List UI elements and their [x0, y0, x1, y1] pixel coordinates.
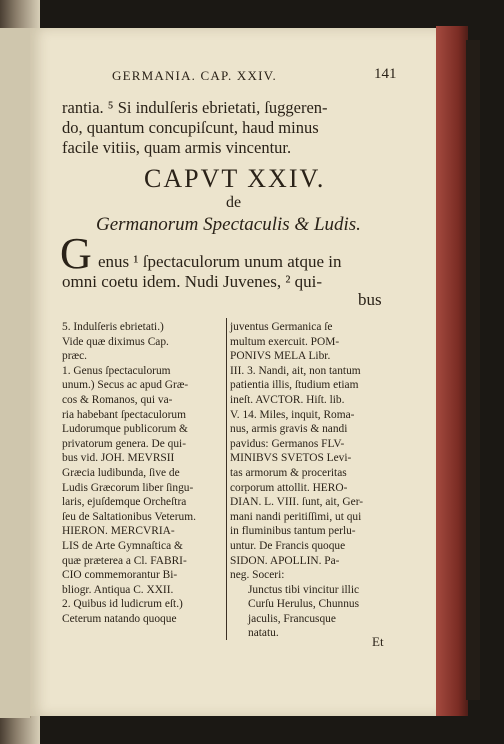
footnote-line: Ceterum natando quoque — [62, 612, 177, 625]
footnote-line: ſeu de Saltationibus Veterum. — [62, 510, 196, 523]
footnote-line: nus, armis gravis & nandi — [230, 423, 348, 436]
column-rule — [226, 318, 227, 640]
footnote-line: V. 14. Miles, inquit, Roma- — [230, 408, 355, 421]
drop-cap: G — [60, 229, 92, 278]
footnote-line: mani nandi peritiſſimi, ut qui — [230, 510, 362, 523]
footnote-line: PONIVS MELA Libr. — [230, 350, 331, 363]
footnote-line: CIO commemorantur Bi- — [62, 569, 178, 582]
footnote-line: ineſt. AVCTOR. Hiſt. lib. — [230, 393, 345, 406]
footnote-line: Ludis Græcorum liber ſingu- — [62, 481, 194, 494]
chapter-heading: CAPVT XXIV. — [144, 164, 326, 193]
background-edge — [466, 40, 480, 700]
footnote-line: 5. Indulſeris ebrietati.) — [62, 321, 164, 333]
footnote-line: Curſu Herulus, Chunnus — [248, 598, 360, 611]
footnote-line: tas armorum & proceritas — [230, 466, 347, 479]
footnote-line: cos & Romanos, qui va- — [62, 393, 173, 406]
footnote-line: natatu. — [248, 627, 279, 640]
intro-line: omni coetu idem. Nudi Juvenes, ² qui- — [62, 272, 323, 291]
footnote-line: Vide quæ diximus Cap. — [62, 335, 169, 348]
footnote-line: ria habebant ſpectaculorum — [62, 408, 186, 421]
footnote-line: III. 3. Nandi, ait, non tantum — [230, 364, 361, 377]
text-line: facile vitiis, quam armis vincentur. — [62, 138, 292, 157]
intro-line: enus ¹ ſpectaculorum unum atque in — [98, 252, 342, 271]
footnote-line: quæ præterea a Cl. FABRI- — [62, 554, 187, 567]
footnote-line: Ludorumque publicorum & — [62, 423, 188, 436]
footnote-line: jaculis, Francusque — [248, 612, 336, 625]
footnote-line: LIS de Arte Gymnaſtica & — [62, 539, 183, 552]
page-number: 141 — [374, 66, 397, 82]
red-page-edges — [436, 26, 468, 716]
footnote-line: 2. Quibus id ludicrum eſt.) — [62, 598, 183, 611]
footnote-line: juventus Germanica ſe — [230, 321, 333, 333]
footnote-line: MINIBVS SVETOS Levi- — [230, 452, 352, 465]
left-footnotes — [62, 320, 222, 626]
running-head: GERMANIA. CAP. XXIV. — [112, 68, 277, 83]
footnote-line: DIAN. L. VIII. ſunt, ait, Ger- — [230, 496, 364, 509]
footnote-line: patientia illis, ſtudium etiam — [230, 379, 359, 392]
footnote-line: præc. — [62, 350, 87, 363]
footnote-line: corporum attollit. HERO- — [230, 481, 348, 494]
footnote-line: pavidus: Germanos FLV- — [230, 437, 345, 450]
text-line: do, quantum concupiſcunt, haud minus — [62, 118, 319, 137]
footnote-line: privatorum genera. De qui- — [62, 437, 186, 450]
footnote-line: bus vid. JOH. MEVRSII — [62, 452, 175, 465]
chapter-de: de — [226, 194, 242, 211]
facing-page-edge — [0, 28, 31, 718]
chapter-title: Germanorum Spectaculis & Ludis. — [96, 214, 361, 235]
footnote-line: in fluminibus tantum perlu- — [230, 525, 356, 538]
footnote-line: Junctus tibi vincitur illic — [248, 583, 360, 596]
intro-line: bus — [358, 290, 382, 309]
footnote-line: neg. Soceri: — [230, 569, 285, 582]
catchword: Et — [372, 634, 384, 649]
footnote-line: untur. De Francis quoque — [230, 539, 346, 552]
footnote-line: Græcia ludibunda, ſive de — [62, 466, 180, 479]
footnote-line: laris, ejuſdemque Orcheſtra — [62, 496, 187, 509]
footnote-line: unum.) Secus ac apud Græ- — [62, 379, 189, 392]
footnote-line: multum exercuit. POM- — [230, 335, 340, 348]
text-line: rantia. ⁵ Si indulſeris ebrietati, ſuggeren- — [62, 98, 328, 117]
footnote-line: bliogr. Antiqua C. XXII. — [62, 583, 174, 596]
footnote-line: 1. Genus ſpectaculorum — [62, 364, 171, 377]
footnote-line: HIERON. MERCVRIA- — [62, 525, 175, 538]
right-footnotes — [230, 320, 390, 641]
footnote-line: SIDON. APOLLIN. Pa- — [230, 554, 340, 567]
